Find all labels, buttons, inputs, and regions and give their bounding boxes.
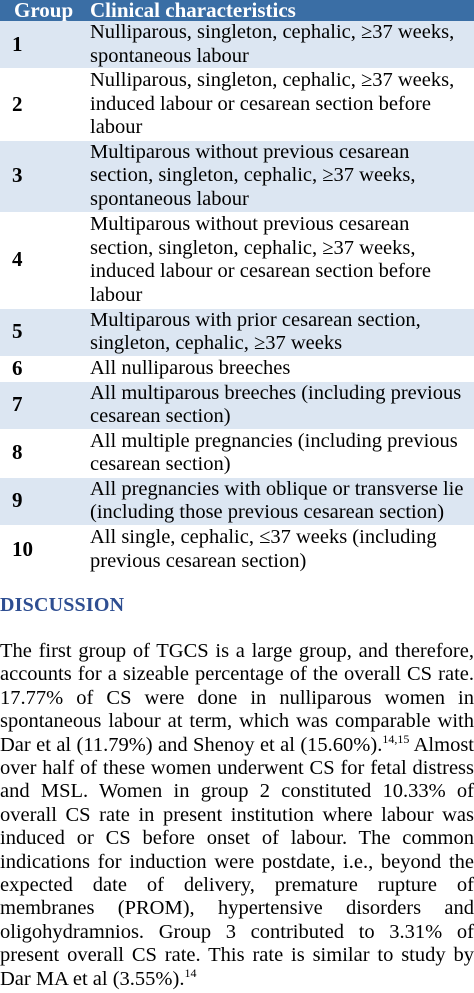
table-row (0, 356, 474, 381)
discussion-paragraph (0, 640, 474, 991)
clinical-characteristics-cell: All multiparous breeches (including previous cesarean section) (88, 381, 474, 429)
table-row (0, 429, 474, 477)
clinical-characteristics-cell: All pregnancies with oblique or transverse lie (including those previous cesarean section) (88, 477, 474, 525)
table-row (0, 21, 474, 69)
discussion-heading: DISCUSSION (0, 594, 125, 616)
clinical-characteristics-cell: Nulliparous, singleton, cephalic, ≥37 weeks, spontaneous labour (88, 21, 474, 69)
discussion-text-part1: The first group of TGCS is a large group, and therefore, accounts for a sizeable percentage of the overall CS rate. 17.77% of CS were done in nulliparous women in spontaneous labour at term, which was comparable with Dar et al (11.79%) and Shenoy et al (15.60%). (0, 640, 474, 756)
clinical-characteristics-cell: Multiparous without previous cesarean section, singleton, cephalic, ≥37 weeks, induced labour or cesarean section before labour (88, 212, 474, 308)
reference-superscript: 14,15 (382, 731, 410, 746)
table-row (0, 381, 474, 429)
clinical-characteristics-cell: All nulliparous breeches (88, 356, 474, 381)
group-number: 5 (0, 308, 88, 356)
group-number: 7 (0, 381, 88, 429)
header-group: Group (0, 0, 88, 21)
table-row (0, 308, 474, 356)
group-number: 4 (0, 212, 88, 308)
table-row (0, 140, 474, 212)
table-row (0, 477, 474, 525)
table-row (0, 525, 474, 574)
group-number: 9 (0, 477, 88, 525)
clinical-characteristics-cell: Nulliparous, singleton, cephalic, ≥37 weeks, induced labour or cesarean section before labour (88, 69, 474, 141)
clinical-characteristics-cell: All multiple pregnancies (including previous cesarean section) (88, 429, 474, 477)
clinical-characteristics-cell: All single, cephalic, ≤37 weeks (including previous cesarean section) (88, 525, 474, 574)
group-number: 3 (0, 140, 88, 212)
table-row (0, 212, 474, 308)
group-number: 10 (0, 525, 88, 574)
reference-superscript: 14 (184, 965, 197, 980)
table-row (0, 69, 474, 141)
clinical-characteristics-cell: Multiparous with prior cesarean section, singleton, cephalic, ≥37 weeks (88, 308, 474, 356)
discussion-body (0, 640, 474, 991)
group-number: 2 (0, 69, 88, 141)
group-number: 6 (0, 356, 88, 381)
clinical-characteristics-cell: Multiparous without previous cesarean section, singleton, cephalic, ≥37 weeks, spontaneous labour (88, 140, 474, 212)
group-number: 8 (0, 429, 88, 477)
group-number: 1 (0, 21, 88, 69)
discussion-text-part2: Almost over half of these women underwent CS for fetal distress and MSL. Women in group 2 constituted 10.33% of overall CS rate in present institution where labour was induced or CS before onset of labour. The common indications for induction were postdate, i.e., beyond the expected date of delivery, premature rupture of membranes (PROM), hypertensive disorders and oligohydramnios. Group 3 contributed to 3.31% of present overall CS rate. This rate is similar to study by Dar MA et al (3.55%). (0, 733, 474, 990)
table-header-row (0, 0, 474, 21)
header-clinical-characteristics: Clinical characteristics (88, 0, 474, 21)
